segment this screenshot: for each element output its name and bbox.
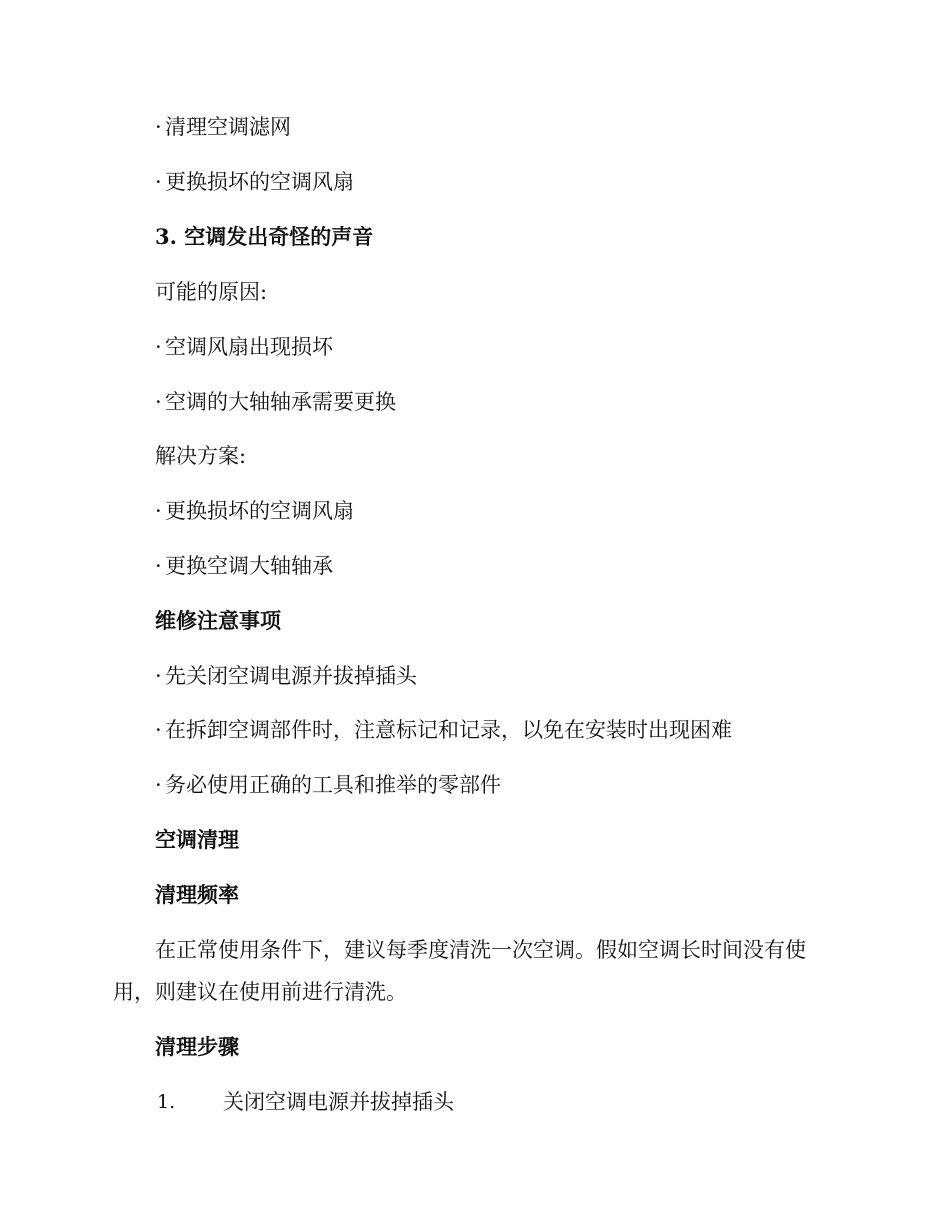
bullet-mark: · — [155, 718, 162, 742]
bullet-text: 先关闭空调电源并拔掉插头 — [165, 664, 417, 688]
bullet-mark: · — [155, 335, 162, 359]
bullet-text: 空调风扇出现损坏 — [165, 335, 333, 359]
bullet-item — [155, 167, 354, 197]
bullet-item — [155, 332, 333, 362]
section-heading: 3. 空调发出奇怪的声音 — [155, 224, 374, 249]
bullet-mark: · — [155, 554, 162, 578]
bullet-item — [155, 715, 732, 745]
bullet-item — [155, 551, 333, 581]
bullet-mark: · — [155, 390, 162, 414]
bullet-text: 清理空调滤网 — [165, 115, 291, 139]
bullet-text: 空调的大轴轴承需要更换 — [165, 390, 396, 414]
bullet-text: 在拆卸空调部件时，注意标记和记录，以免在安装时出现困难 — [165, 718, 732, 742]
bullet-text: 更换损坏的空调风扇 — [165, 170, 354, 194]
bullet-text: 务必使用正确的工具和推举的零部件 — [165, 773, 501, 797]
bullet-text: 更换空调大轴轴承 — [165, 554, 333, 578]
bullet-mark: · — [155, 170, 162, 194]
bullet-mark: · — [155, 115, 162, 139]
bullet-item — [155, 770, 501, 800]
subsection-heading: 清理步骤 — [155, 1034, 239, 1059]
bullet-mark: · — [155, 499, 162, 523]
bullet-item — [155, 387, 396, 417]
list-item-text: 关闭空调电源并拔掉插头 — [223, 1090, 454, 1114]
list-number: 1. — [157, 1091, 176, 1113]
paragraph-label: 可能的原因: — [155, 280, 268, 304]
paragraph-label: 解决方案: — [155, 444, 247, 468]
bullet-item — [155, 496, 354, 526]
bullet-text: 更换损坏的空调风扇 — [165, 499, 354, 523]
bullet-item — [155, 661, 417, 691]
section-heading: 空调清理 — [155, 827, 239, 852]
paragraph-line: 在正常使用条件下，建议每季度清洗一次空调。假如空调长时间没有使 — [155, 938, 806, 962]
bullet-item — [155, 112, 291, 142]
bullet-mark: · — [155, 664, 162, 688]
paragraph-line: 用，则建议在使用前进行清洗。 — [113, 980, 407, 1004]
bullet-mark: · — [155, 773, 162, 797]
subsection-heading: 清理频率 — [155, 882, 239, 907]
section-heading: 维修注意事项 — [155, 608, 281, 633]
